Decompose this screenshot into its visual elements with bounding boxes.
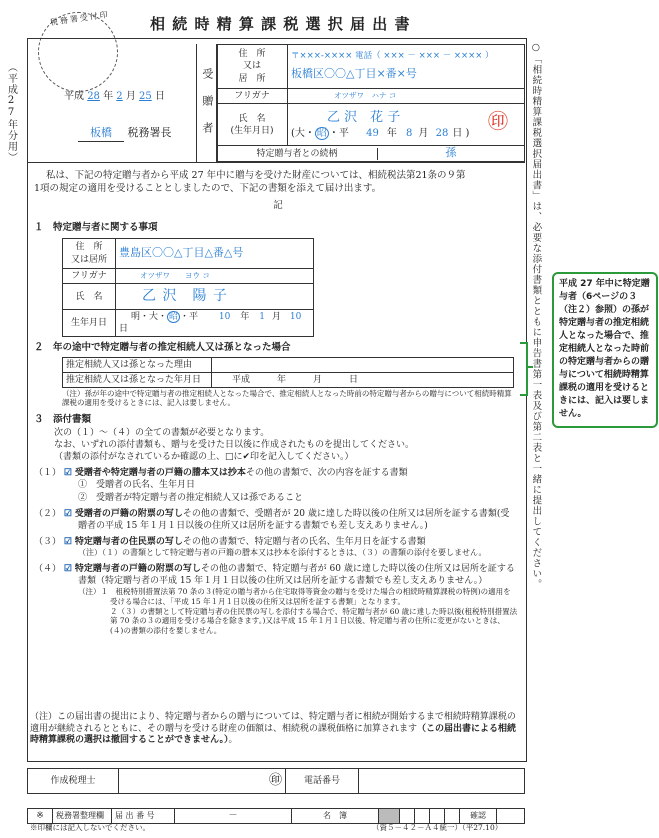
- callout-box: 平成 27 年中に特定贈与者（6ページの３（注２）参照）の孫が特定贈与者の推定相続人となった場合で、推定相続人となった時前の特定贈与者からの贈与について相続時精算課税の適用を受けるときには、記入は要しません。: [552, 272, 658, 428]
- donor-dob-suffix: ・平: [180, 312, 199, 323]
- header-divider: [27, 162, 525, 163]
- recipient-dob: (大・ 昭 ・平 49 年 8 月 28 日 ): [291, 127, 470, 139]
- register-box-1: [400, 809, 415, 824]
- dob-close: ): [465, 127, 470, 139]
- item1-rest: その他の書類で、次の内容を証する書類: [245, 468, 408, 479]
- date-nen: 年: [103, 91, 114, 102]
- donor-dob: 明・大・ 昭 ・平 10 年 1 月 10日: [116, 310, 314, 337]
- recipient-address-value[interactable]: 板橋区〇〇△丁目×番×号: [291, 66, 417, 80]
- section3-intro-1: 次の（１）～（４）の全ての書類が必要となります。: [54, 427, 270, 438]
- tax-office: [78, 126, 172, 142]
- donor-address-label: 住 所 又は居所: [63, 239, 116, 269]
- item3-rest: その他の書類で、特定贈与者の氏名、生年月日を証する書類: [182, 536, 426, 547]
- item4-rest: その他の書類で、特定贈与者が 60 歳に達した時以後の住所又は居所を証する書類（特定贈与者の平成 15 年１月１日以後の住所又は居所を証する書類でも差し支えありません。）: [78, 563, 515, 587]
- footer-note-bold: （この届出書による相続時精算課税の選択は撤回することができません。）: [30, 723, 517, 746]
- item2-rest: その他の書類で、受贈者が 20 歳に達した時以後の住所又は居所を証する書類(受贈者の平成 15 年１月１日以後の住所又は居所を証する書類でも差し支えありません。): [78, 508, 510, 531]
- item4-note-1: （注）１ 租税特別措置法第 70 条の３(特定の贈与者から住宅取得等資金の贈与を受けた場合の相続時精算課税の特例)の適用を受ける場合には、「平成 15 年１月１日以後の住所又は居所を証する書類」となります。: [78, 587, 511, 606]
- recipient-address-label: 住 所 又は 居 所: [217, 45, 288, 89]
- tax-office-name[interactable]: 板橋: [78, 126, 124, 142]
- item2-checkbox[interactable]: ☑: [63, 508, 72, 519]
- dob-suffix: ・平: [328, 127, 349, 139]
- relation-label: 特定贈与者との続柄: [217, 148, 378, 160]
- tax-accountant-seal: ㊞: [268, 773, 282, 789]
- section2-date-value[interactable]: 平成 年 月 日: [212, 373, 514, 388]
- donor-dob-era-circled[interactable]: 昭: [169, 312, 179, 323]
- date-day[interactable]: 25: [139, 91, 152, 102]
- section3: [34, 414, 518, 636]
- office-field-label: 税務署整理欄: [53, 809, 112, 824]
- item2-num: （２）: [34, 508, 62, 519]
- tax-accountant-value[interactable]: [119, 769, 286, 794]
- item4-note-2: ２（３）の書類として特定贈与者の住民票の写しを添付する場合で、特定贈与者が 60 歳に達した時以後(租税特別措置法第 70 条の３の適用を受ける場合を除きます。)又は平成 15 年１月１日以後、特定贈与者の住所に変更がないときは、(４)の書類の添付を要しません。: [110, 606, 518, 636]
- footer-note-end: 。: [228, 735, 238, 746]
- recipient-furigana-label: フリガナ: [217, 89, 288, 104]
- recipient-table: [216, 44, 525, 162]
- donor-name-value[interactable]: 乙 沢 陽 子: [116, 284, 314, 310]
- footnote: ※印欄には記入しないでください。: [30, 823, 150, 832]
- date-year[interactable]: 28: [87, 91, 100, 102]
- dob-year[interactable]: 49: [366, 127, 379, 139]
- register-box-3: [430, 809, 445, 824]
- attachment-item-4: [34, 563, 518, 587]
- section2-reason-label: 推定相続人又は孫となった理由: [63, 358, 212, 373]
- donor-furigana-label: フリガナ: [63, 269, 116, 284]
- item4-num: （４）: [34, 563, 62, 574]
- footer-note-lead: （注）この届出書の提出により、特定贈与者からの贈与については、特定贈与者に相続が開始するまで相続時精算課税の適用が継続されるとともに、その贈与を受ける財産の価額は、相続税の課税価格に加算されます: [30, 712, 516, 734]
- item2-bold: 受贈者の戸籍の附票の写し: [74, 508, 183, 519]
- donor-dob-day[interactable]: 10: [289, 312, 302, 323]
- section2-note: （注）孫が年の途中で特定贈与者の推定相続人となった場合で、推定相続人となった時前の特定贈与者からの贈与について相続時精算課税の適用を受けるときには、記入は要しません。: [62, 389, 512, 408]
- item1-checkbox[interactable]: ☑: [63, 468, 72, 479]
- item3-checkbox[interactable]: ☑: [63, 536, 72, 547]
- item1-bold: 受贈者や特定贈与者の戸籍の謄本又は抄本: [74, 468, 246, 479]
- attachment-item-2: [34, 508, 518, 532]
- section3-heading: ３ 添付書類: [34, 414, 92, 425]
- recipient-seal: ㊞: [488, 109, 508, 134]
- attachment-item-1: [34, 467, 518, 503]
- filing-date: [64, 90, 165, 104]
- phone-label: 電話番号: [286, 769, 359, 794]
- form-title: 相 続 時 精 算 課 税 選 択 届 出 書: [150, 15, 411, 33]
- recipient-address-cell: [288, 45, 525, 89]
- register-shade: [379, 809, 400, 824]
- donor-address-value[interactable]: 豊島区〇〇△丁目△番△号: [116, 239, 314, 269]
- confirm-value: [497, 809, 525, 824]
- dob-era-circled[interactable]: 昭: [316, 127, 327, 139]
- recipient-postal-phone[interactable]: 〒×××-×××× 電話（ ××× － ××× － ×××× ）: [291, 51, 494, 62]
- tax-accountant-table: [27, 768, 525, 794]
- item3-note: （注）（１）の書類として特定贈与者の戸籍の謄本又は抄本を添付するときは、（３）の書類の添付を要しません。: [78, 548, 487, 558]
- date-era: 平成: [64, 91, 84, 102]
- intro-line-2: 1項の規定の適用を受けることとしましたので、下記の書類を添えて届け出ます。: [34, 182, 382, 194]
- recipient-name-label: 氏 名 (生年月日): [217, 104, 288, 146]
- notice-value: [175, 809, 292, 824]
- office-use-table: [27, 808, 525, 824]
- section3-intro-3: （書類の添付がなされているか確認の上、□に✔印を記入してください。）: [54, 452, 354, 463]
- register-box-2: [415, 809, 430, 824]
- donor-name-label: 氏 名: [63, 284, 116, 310]
- item1-num: （１）: [34, 468, 62, 479]
- dob-prefix: (大・: [291, 127, 315, 139]
- donor-furigana-value[interactable]: オツザワ ヨウ コ: [116, 269, 314, 284]
- notice-dash: －: [228, 811, 238, 821]
- section2-heading: ２ 年の途中で特定贈与者の推定相続人又は孫となった場合: [34, 342, 291, 353]
- tax-accountant-label: 作成税理士: [28, 769, 119, 794]
- callout-connector: [527, 366, 533, 368]
- item4-checkbox[interactable]: ☑: [63, 563, 72, 574]
- intro-ki: 記: [273, 199, 283, 211]
- section2-date-label: 推定相続人又は孫となった年月日: [63, 373, 212, 388]
- donor-dob-label: 生年月日: [63, 310, 116, 337]
- date-month[interactable]: 2: [116, 91, 123, 102]
- item3-num: （３）: [34, 536, 62, 547]
- intro-line-1: 私は、下記の特定贈与者から平成 27 年中に贈与を受けた財産については、相続税法第21条の９第: [46, 170, 466, 181]
- donor-table: [62, 238, 314, 337]
- notice-label: 届 出 番 号: [112, 809, 175, 824]
- recipient-name-value[interactable]: 乙 沢 花 子: [327, 110, 401, 126]
- footer-note: [30, 712, 524, 747]
- item4-bold: 特定贈与者の戸籍の附票の写し: [74, 563, 201, 574]
- dob-month[interactable]: 8: [406, 127, 413, 139]
- form-code: （資５－４２－Ａ４統一）（平27.10）: [372, 823, 503, 832]
- register-label: 名 簿: [292, 809, 379, 824]
- date-hi: 日: [154, 91, 165, 102]
- section2-table: [62, 357, 514, 388]
- item1-sub-2: ② 受贈者が特定贈与者の推定相続人又は孫であること: [78, 492, 304, 503]
- section3-intro-2: なお、いずれの添付書類も、贈与を受けた日以後に作成されたものを提出してください。: [54, 439, 415, 450]
- office-mark: ※: [28, 809, 53, 824]
- callout-bracket: [520, 342, 528, 396]
- confirm-label: 確認: [460, 809, 497, 824]
- stamp-label: 税務署受付印: [49, 9, 111, 28]
- donor-dob-month[interactable]: 1: [259, 312, 265, 323]
- relation-row: [217, 146, 525, 162]
- register-box-4: [445, 809, 460, 824]
- recipient-furigana-value[interactable]: オツザワ ハナ コ: [288, 89, 525, 104]
- right-margin-note: ○「相続時精算課税選択届出書」は、必要な添付書類とともに申告書第一表及び第二表と一緒に提出してください。: [530, 42, 542, 590]
- tax-office-suffix: 税務署長: [127, 126, 172, 139]
- recipient-label: 受贈者: [200, 68, 214, 149]
- dob-day[interactable]: 28: [435, 127, 449, 139]
- donor-dob-prefix: 明・大・: [131, 312, 168, 323]
- item1-sub-1: ① 受贈者の氏名、生年月日: [78, 480, 196, 491]
- attachment-item-3: [34, 536, 518, 548]
- phone-value[interactable]: [359, 769, 525, 794]
- relation-value[interactable]: 孫: [445, 146, 457, 160]
- date-tsuki: 月: [125, 91, 136, 102]
- section2-reason-value[interactable]: [212, 358, 514, 373]
- year-note: （平成27年分用）: [5, 62, 17, 163]
- item3-bold: 特定贈与者の住民票の写し: [74, 536, 183, 547]
- donor-dob-year[interactable]: 10: [218, 312, 231, 323]
- intro: [34, 170, 522, 212]
- recipient-name-cell: [288, 104, 525, 146]
- section1-heading: １ 特定贈与者に関する事項: [34, 222, 158, 233]
